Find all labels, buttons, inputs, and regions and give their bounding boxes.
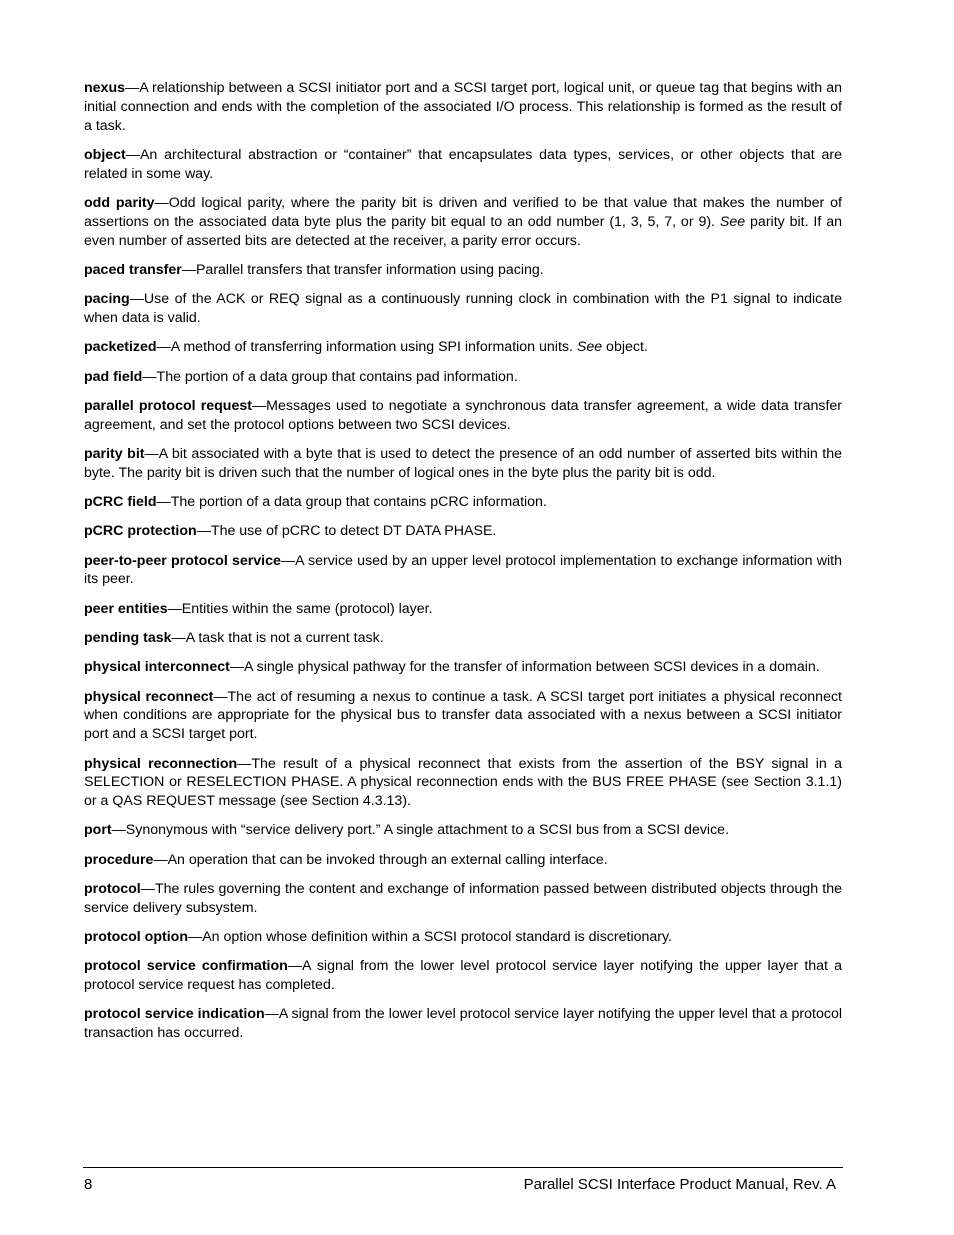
glossary-definition: —The use of pCRC to detect DT DATA PHASE. [196, 523, 497, 540]
glossary-entry [84, 928, 842, 947]
glossary-term: paced transfer [84, 261, 182, 278]
glossary-definition: —The result of a physical reconnect that exists from the assertion of the BSY signal in a SELECTION or RESELECTION PHASE. A physical reconnection ends with the BUS FREE PHASE (see Section 3.1.1) or a QAS REQUEST message (see Section 4.3.13). [84, 755, 842, 810]
glossary-definition: —A single physical pathway for the transfer of information between SCSI devices in a domain. [229, 659, 820, 676]
glossary-definition: —Messages used to negotiate a synchronous data transfer agreement, a wide data transfer agreement, and set the protocol options between two SCSI devices. [84, 397, 842, 433]
glossary-definition: —A method of transferring information using SPI information units. [156, 339, 577, 356]
glossary-entry [84, 290, 842, 328]
glossary-term: peer-to-peer protocol service [84, 552, 281, 569]
glossary-entry [84, 522, 842, 541]
glossary-term: protocol service confirmation [84, 958, 288, 975]
see-reference: See [576, 339, 603, 356]
glossary-entry [84, 261, 842, 280]
glossary-definition: —An architectural abstraction or “container” that encapsulates data types, services, or other objects that are related in some way. [84, 146, 842, 182]
glossary-definition: —A task that is not a current task. [171, 630, 384, 647]
glossary-term: object [84, 146, 126, 163]
glossary-entry [84, 194, 842, 250]
footer-divider [83, 1167, 843, 1168]
glossary-definition: —A relationship between a SCSI initiator port and a SCSI target port, logical unit, or queue tag that begins with an initial connection and ends with the completion of the associated I/O process. This relationship is formed as the result of a task. [84, 80, 842, 134]
glossary-term: pCRC field [84, 494, 157, 511]
glossary-definition: —Parallel transfers that transfer information using pacing. [181, 261, 544, 278]
glossary-entry [84, 397, 842, 435]
glossary-entry [84, 851, 842, 870]
glossary-entry [84, 338, 842, 357]
glossary-definition: —Use of the ACK or REQ signal as a continuously running clock in combination with the P1 signal to indicate when data is valid. [84, 291, 842, 326]
glossary-definition: —The portion of a data group that contains pCRC information. [156, 494, 547, 511]
glossary-definition: —An option whose definition within a SCSI protocol standard is discretionary. [188, 929, 672, 946]
glossary-term: pad field [84, 368, 143, 385]
glossary-entry [84, 629, 842, 648]
glossary-entry [84, 821, 842, 840]
glossary-term: physical reconnection [84, 755, 238, 772]
glossary-term: parity bit [84, 445, 145, 462]
glossary-definition: —The portion of a data group that contains pad information. [142, 368, 518, 385]
see-reference: See [719, 213, 746, 230]
glossary-definition: —The rules governing the content and exchange of information passed between distributed objects through the service delivery subsystem. [84, 881, 842, 916]
glossary-entry [84, 368, 842, 387]
glossary-term: peer entities [84, 600, 168, 617]
page-number: 8 [84, 1176, 93, 1193]
glossary-definition: —Entities within the same (protocol) layer. [167, 600, 433, 617]
glossary-definition: —An operation that can be invoked through an external calling interface. [153, 851, 608, 868]
glossary-term: physical interconnect [84, 659, 230, 676]
glossary-term: packetized [84, 339, 157, 356]
glossary-list [84, 79, 842, 1054]
glossary-definition: —A bit associated with a byte that is used to detect the presence of an odd number of asserted bits within the byte. The parity bit is driven such that the number of logical ones in the byte plus the parity bit is odd. [84, 445, 842, 481]
glossary-entry [84, 493, 842, 512]
glossary-entry [84, 146, 842, 184]
glossary-term: parallel protocol request [84, 397, 252, 414]
glossary-entry [84, 445, 842, 483]
glossary-term: pCRC protection [84, 523, 197, 540]
glossary-term: protocol option [84, 929, 189, 946]
glossary-term: protocol [84, 881, 141, 897]
glossary-term: pacing [84, 291, 130, 308]
glossary-term: protocol service indication [84, 1006, 265, 1023]
glossary-entry [84, 600, 842, 619]
glossary-term: nexus [84, 80, 126, 96]
glossary-term: odd parity [84, 194, 155, 211]
glossary-entry [84, 688, 842, 744]
glossary-entry [84, 1005, 842, 1043]
glossary-entry [84, 880, 842, 918]
glossary-entry [84, 658, 842, 677]
manual-title: Parallel SCSI Interface Product Manual, Rev. A [523, 1176, 836, 1193]
glossary-term: physical reconnect [84, 688, 214, 705]
glossary-term: port [84, 822, 112, 839]
glossary-entry [84, 79, 842, 135]
glossary-definition: —A signal from the lower level protocol service layer notifying the upper level that a protocol transaction has occurred. [84, 1006, 842, 1042]
glossary-entry [84, 755, 842, 811]
glossary-definition: —A service used by an upper level protocol implementation to exchange information with its peer. [84, 552, 842, 588]
glossary-definition: —Odd logical parity, where the parity bit is driven and verified to be that value that makes the number of assertions on the associated data byte plus the parity bit equal to an odd number (1, 3, 5, 7, or 9). [84, 194, 842, 230]
glossary-definition-continued: object. [602, 339, 648, 356]
glossary-definition-continued: parity bit. If an even number of asserted bits are detected at the receiver, a parity error occurs. [84, 213, 842, 249]
glossary-definition: —A signal from the lower level protocol service layer notifying the upper layer that a protocol service request has completed. [84, 958, 842, 994]
glossary-definition: —The act of resuming a nexus to continue a task. A SCSI target port initiates a physical reconnect when conditions are appropriate for the physical bus to transfer data associated with a nexus between a SCSI initiator port and a SCSI target port. [84, 688, 842, 743]
glossary-term: procedure [84, 851, 154, 868]
glossary-term: pending task [84, 630, 172, 647]
glossary-entry [84, 552, 842, 590]
glossary-definition: —Synonymous with “service delivery port.” A single attachment to a SCSI bus from a SCSI device. [111, 822, 730, 839]
glossary-entry [84, 957, 842, 995]
